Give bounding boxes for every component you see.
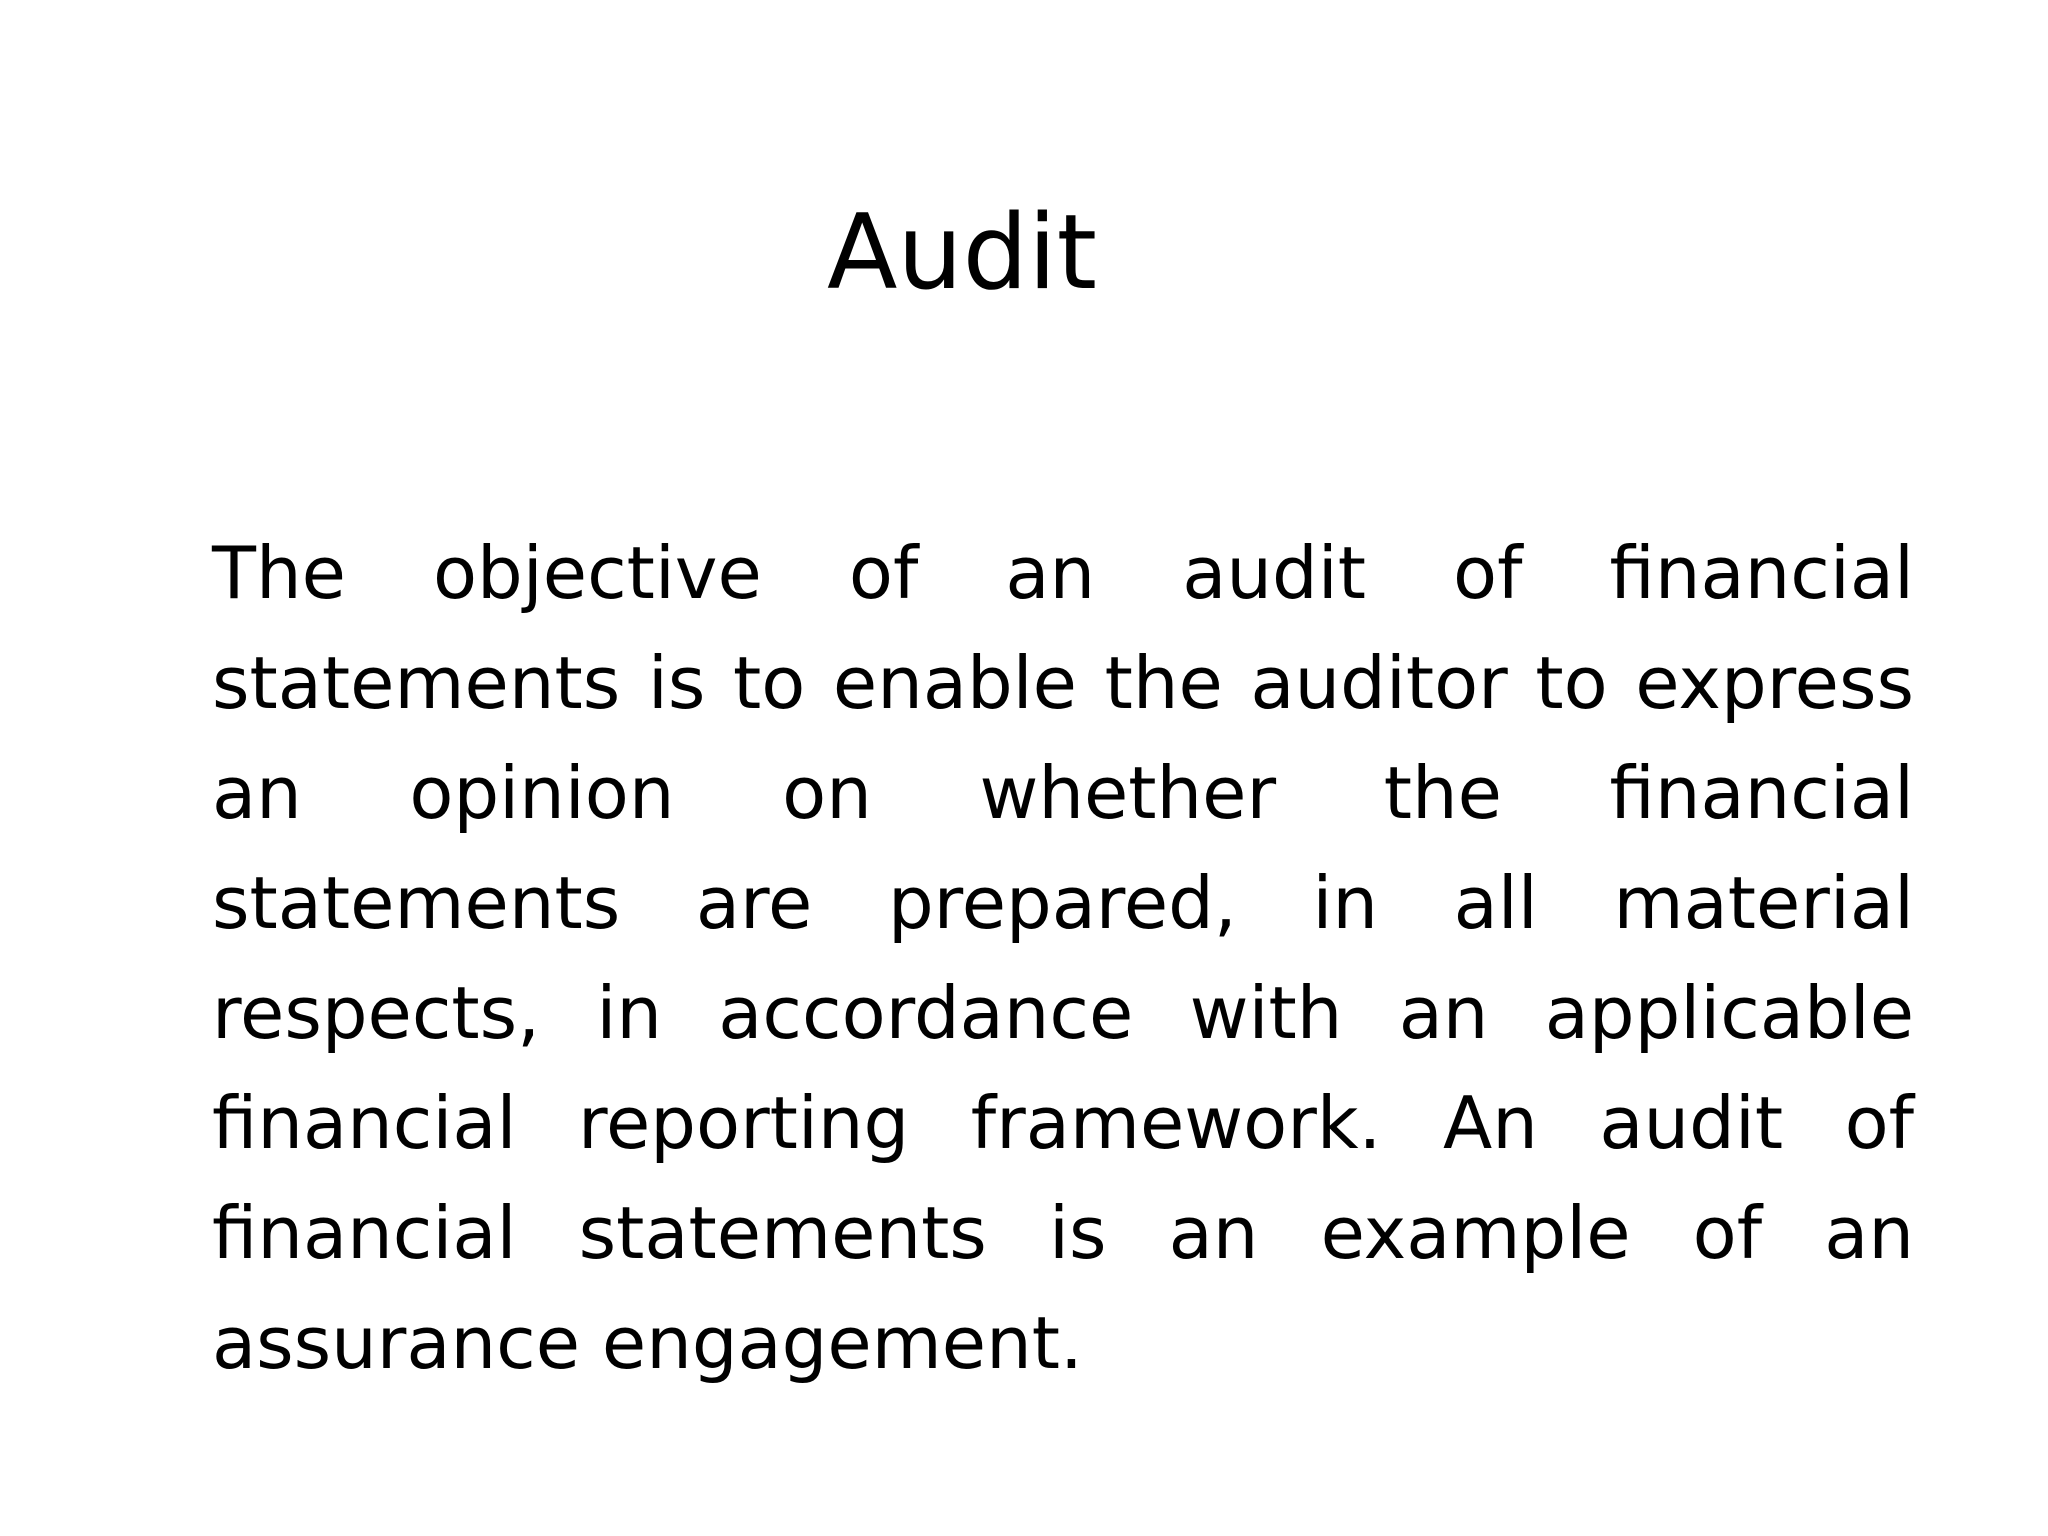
- slide-body-text: The objective of an audit of financial statements is to enable the auditor to express an opinion on whether the financial statements are prepared, in all material respects, in accordance with an applicable financial reporting framework. An audit of financial statements is an example of an assurance engagement.: [212, 531, 1914, 1385]
- slide-title: Audit: [826, 193, 1098, 313]
